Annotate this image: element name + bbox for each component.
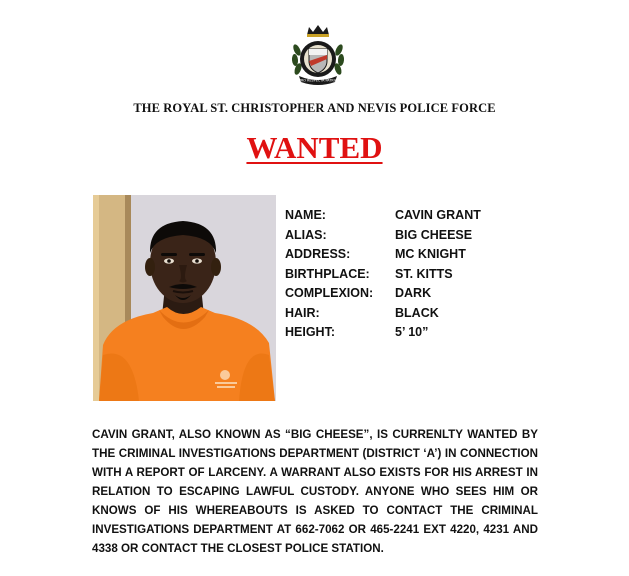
wanted-title-text: WANTED xyxy=(246,130,383,165)
detail-value: ST. KITTS xyxy=(395,266,453,281)
detail-value: CAVIN GRANT xyxy=(395,208,481,222)
detail-label: HAIR: xyxy=(285,305,320,320)
detail-value: 5’ 10” xyxy=(395,325,429,339)
detail-label: HEIGHT: xyxy=(285,325,335,339)
organization-name: THE ROYAL ST. CHRISTOPHER AND NEVIS POLICE FORCE xyxy=(133,101,496,115)
detail-value: DARK xyxy=(395,286,432,300)
wanted-title xyxy=(0,130,629,166)
police-crest-icon xyxy=(287,22,349,88)
detail-label: COMPLEXION: xyxy=(285,286,374,300)
suspect-photo xyxy=(93,195,276,401)
detail-label: ADDRESS: xyxy=(285,247,351,261)
detail-label: NAME: xyxy=(285,208,326,222)
detail-value: MC KNIGHT xyxy=(395,247,466,261)
detail-label: BIRTHPLACE: xyxy=(285,266,370,281)
detail-value: BLACK xyxy=(395,305,439,320)
crest-motto: PRO RESPECTA PATRIA xyxy=(298,78,338,83)
detail-value: BIG CHEESE xyxy=(395,227,473,242)
wanted-description: CAVIN GRANT, ALSO KNOWN AS “BIG CHEESE”, IS CURRENLTY WANTED BY THE CRIMINAL INVESTIGATIONS DEPARTMENT (DISTRICT ‘A’) IN CONNECTION WITH A REPORT OF LARCENY. A WARRANT ALSO EXISTS FOR HIS ARREST IN RELATION TO ESCAPING LAWFUL CUSTODY. ANYONE WHO SEES HIM OR KNOWS OF HIS WHEREABOUTS IS ASKED TO CONTACT THE CRIMINAL INVESTIGATIONS DEPARTMENT AT 662-7062 OR 465-2241 EXT 4220, 4231 AND 4338 OR CONTACT THE CLOSEST POLICE STATION. xyxy=(92,428,538,555)
detail-label: ALIAS: xyxy=(285,227,327,242)
